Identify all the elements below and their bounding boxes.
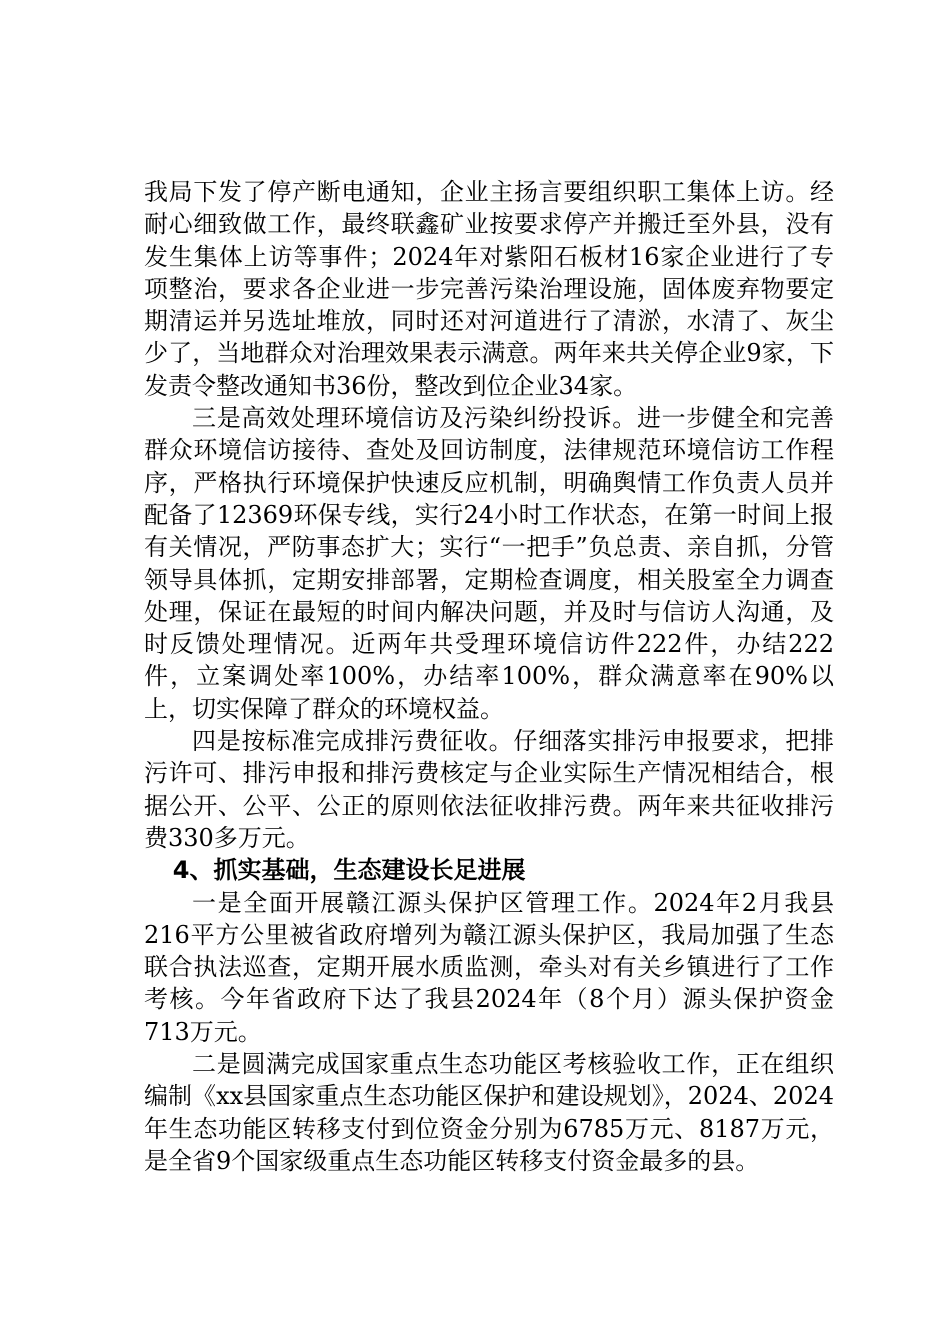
paragraph-continuation: 我局下发了停产断电通知，企业主扬言要组织职工集体上访。经耐心细致做工作，最终联鑫矿业按要求停产并搬迁至外县，没有发生集体上访等事件；2024年对紫阳石板材16家企业进行了专项整治，要求各企业进一步完善污染治理设施，固体废弃物要定期清运并另选址堆放，同时还对河道进行了清淤，水清了、灰尘少了，当地群众对治理效果表示满意。两年来共关停企业9家，下发责令整改通知书36份，整改到位企业34家。 bbox=[144, 178, 834, 400]
paragraph-ecological-function-zone: 二是圆满完成国家重点生态功能区考核验收工作，正在组织编制《xx县国家重点生态功能区保护和建设规划》，2024、2024年生态功能区转移支付到位资金分别为6785万元、8187万元，是全省9个国家级重点生态功能区转移支付资金最多的县。 bbox=[144, 1050, 834, 1175]
document-body bbox=[144, 176, 834, 1177]
paragraph-environmental-petitions: 三是高效处理环境信访及污染纠纷投诉。进一步健全和完善群众环境信访接待、查处及回访制度，法律规范环境信访工作程序，严格执行环境保护快速反应机制，明确舆情工作负责人员并配备了12369环保专线，实行24小时工作状态，在第一时间上报有关情况，严防事态扩大；实行“一把手”负总责、亲自抓，分管领导具体抓，定期安排部署，定期检查调度，相关股室全力调查处理，保证在最短的时间内解决问题，并及时与信访人沟通，及时反馈处理情况。近两年共受理环境信访件222件，办结222件，立案调处率100%，办结率100%，群众满意率在90%以上，切实保障了群众的环境权益。 bbox=[144, 404, 834, 723]
paragraph-pollution-fees: 四是按标准完成排污费征收。仔细落实排污申报要求，把排污许可、排污申报和排污费核定与企业实际生产情况相结合，根据公开、公平、公正的原则依法征收排污费。两年来共征收排污费330多万元。 bbox=[144, 727, 834, 852]
paragraph-ganjiang-source-protection: 一是全面开展赣江源头保护区管理工作。2024年2月我县216平方公里被省政府增列为赣江源头保护区，我局加强了生态联合执法巡查，定期开展水质监测，牵头对有关乡镇进行了工作考核。今年省政府下达了我县2024年（8个月）源头保护资金713万元。 bbox=[144, 888, 834, 1046]
section-heading-ecological-construction: 4、抓实基础，生态建设长足进展 bbox=[172, 856, 526, 885]
